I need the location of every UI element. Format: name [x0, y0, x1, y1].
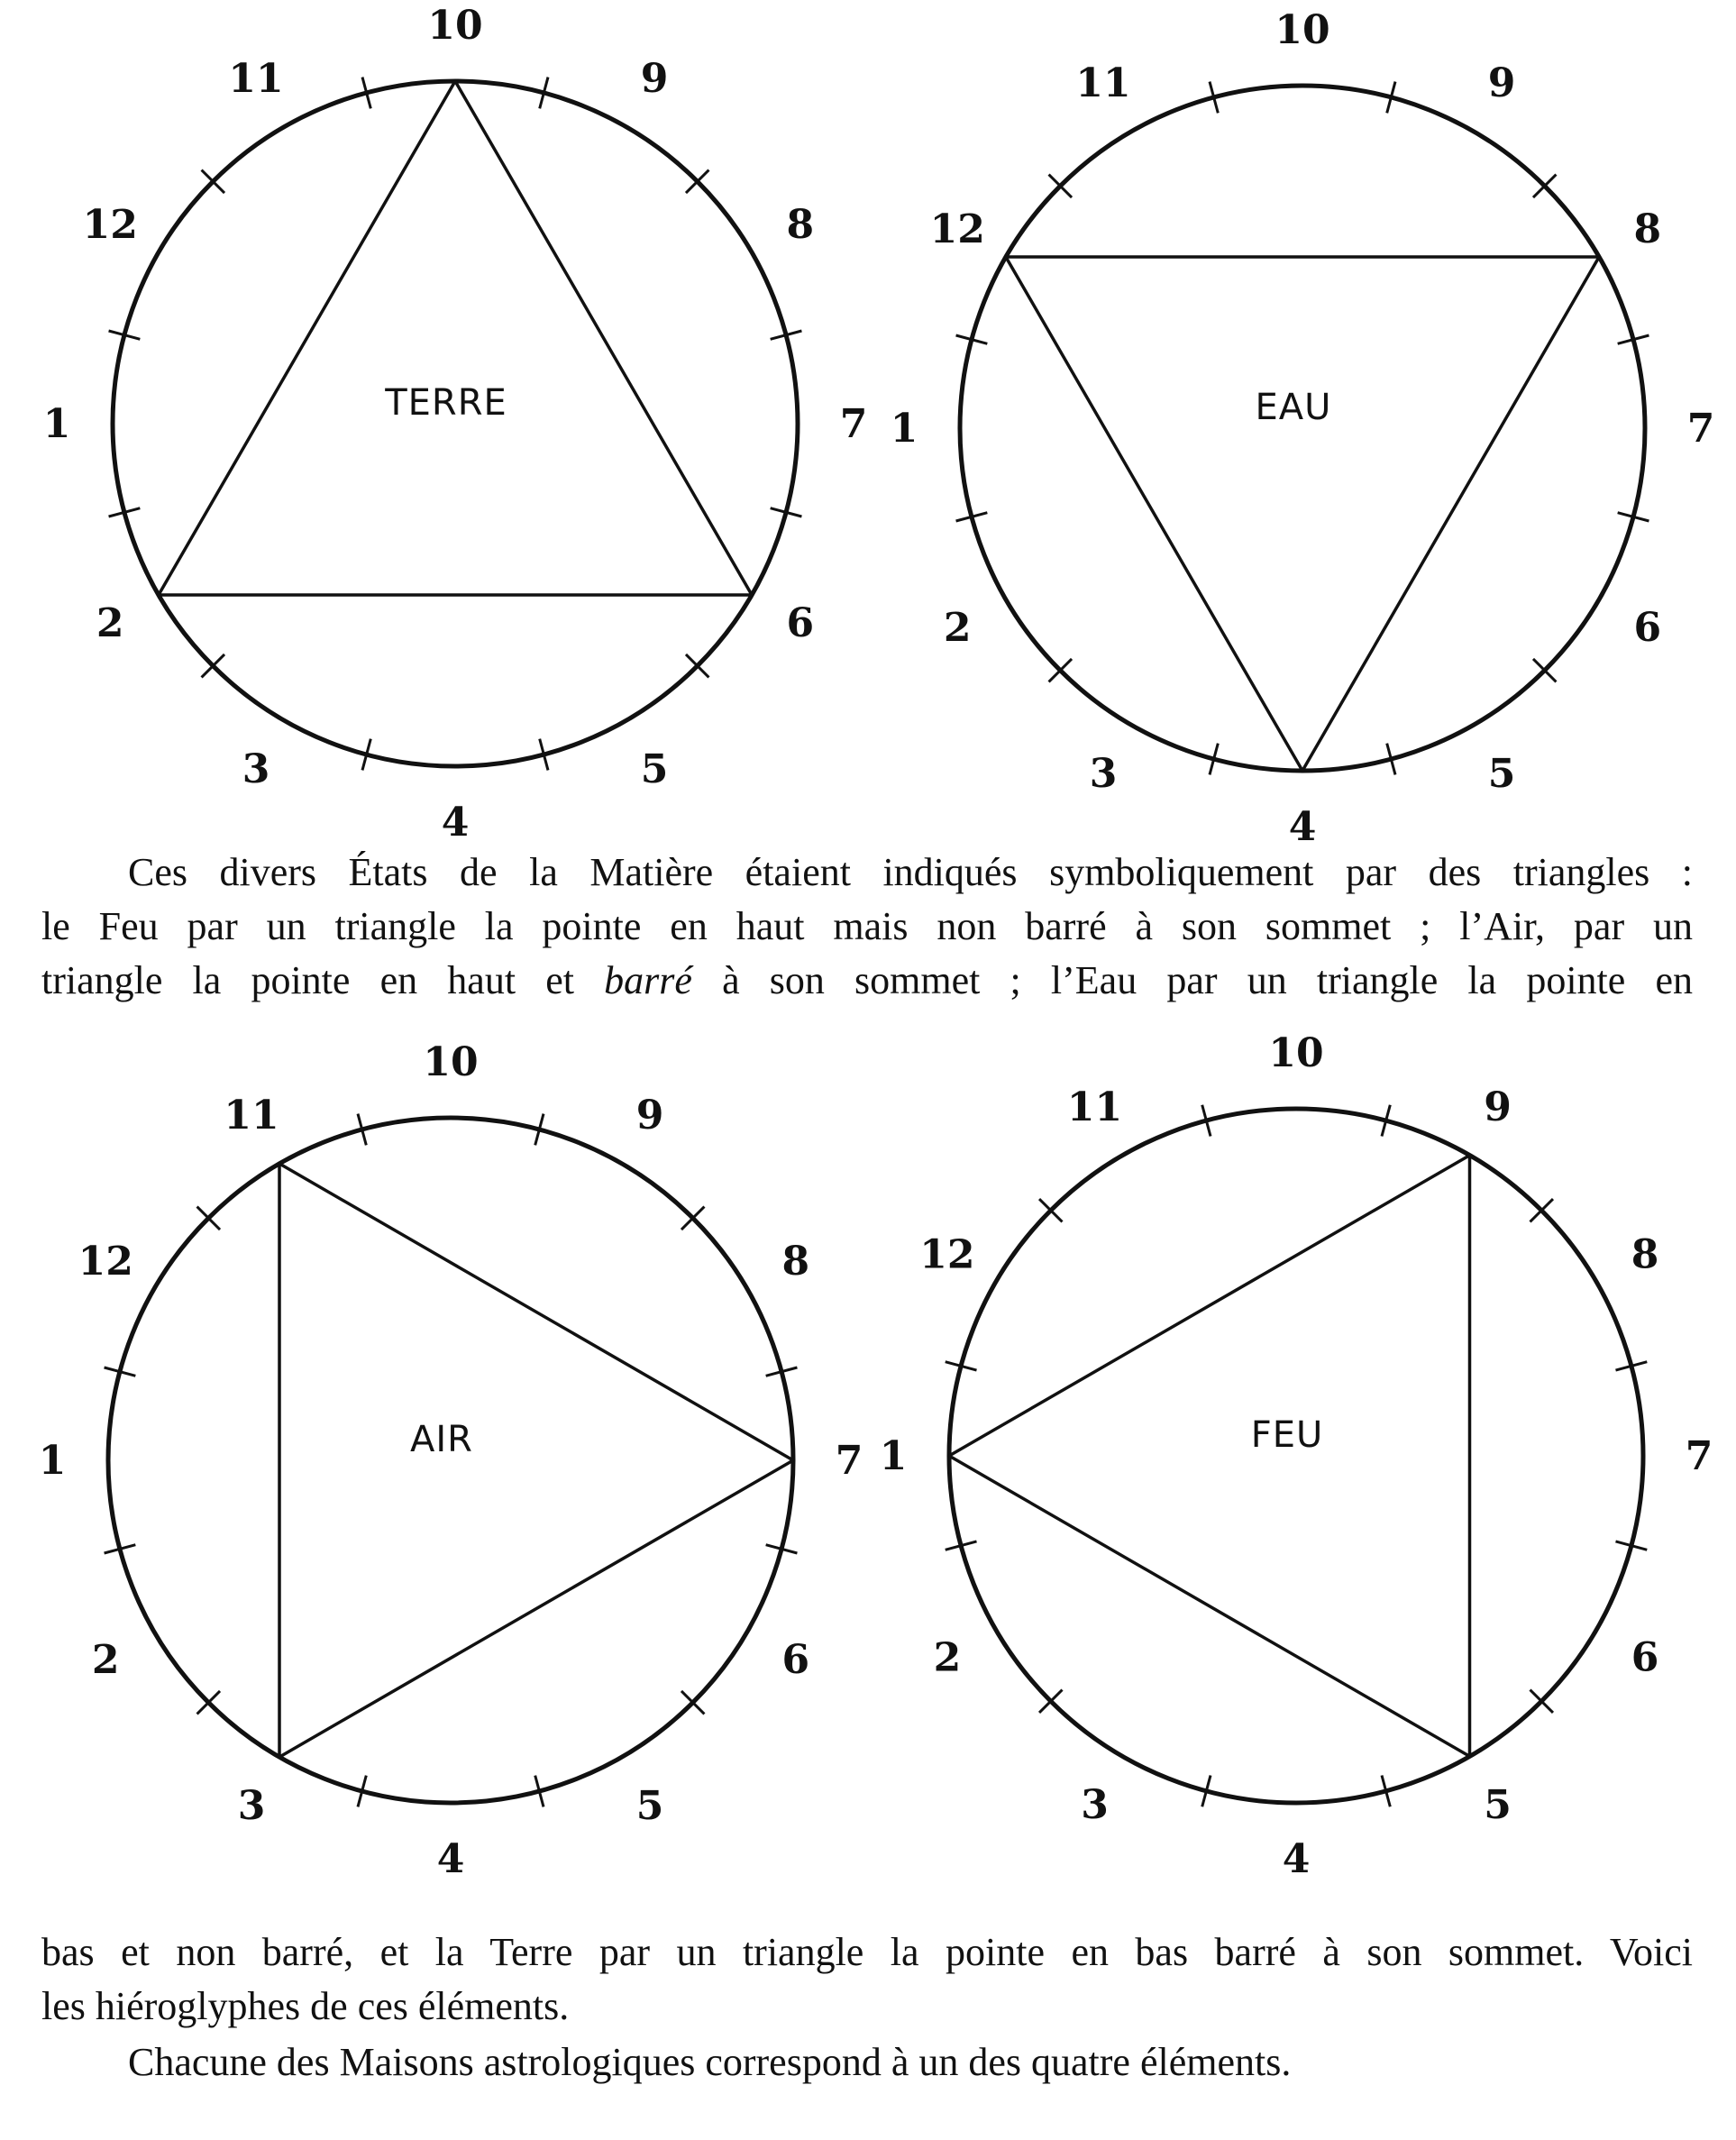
- house-number-1: 1: [42, 401, 71, 447]
- house-number-10: 10: [427, 3, 483, 49]
- diagram-row-top: [0, 0, 1736, 850]
- paragraph-states: [41, 846, 1693, 1008]
- house-number-7: 7: [839, 401, 868, 447]
- paragraph-states-line-2: le Feu par un triangle la pointe en haut mais non barré à son sommet ; l’Air, par un: [41, 904, 1693, 948]
- house-number-4: 4: [441, 800, 470, 846]
- house-number-11: 11: [1066, 1084, 1123, 1130]
- house-number-3: 3: [237, 1782, 266, 1829]
- line-3-end: à son sommet ; l’Eau par un triangle la pointe en: [691, 958, 1693, 1002]
- house-number-3: 3: [1081, 1782, 1109, 1829]
- element-label-air: AIR: [410, 1419, 473, 1460]
- element-label-eau: EAU: [1255, 387, 1332, 428]
- house-number-3: 3: [1089, 750, 1118, 797]
- diagram-air: [39, 1039, 863, 1882]
- element-label-feu: FEU: [1250, 1414, 1324, 1456]
- house-number-11: 11: [228, 56, 284, 103]
- house-number-2: 2: [943, 605, 972, 651]
- element-triangle: [159, 81, 752, 595]
- paragraph-continued-line-2: les hiéroglyphes de ces éléments.: [41, 1984, 570, 2028]
- element-triangle: [949, 1156, 1470, 1757]
- diagram-eau: [891, 7, 1715, 850]
- diagram-feu: [880, 1030, 1713, 1882]
- house-number-10: 10: [1275, 7, 1330, 53]
- house-number-1: 1: [879, 1433, 908, 1479]
- house-number-10: 10: [423, 1039, 479, 1085]
- emphasis-barre: barré: [604, 958, 692, 1002]
- house-number-2: 2: [96, 600, 124, 646]
- house-number-8: 8: [786, 202, 815, 248]
- house-number-5: 5: [635, 1782, 664, 1829]
- house-number-1: 1: [38, 1438, 67, 1484]
- house-number-6: 6: [1633, 605, 1662, 651]
- element-triangle: [279, 1164, 793, 1757]
- house-number-6: 6: [786, 600, 815, 646]
- house-number-4: 4: [1288, 804, 1317, 850]
- house-number-2: 2: [91, 1637, 120, 1683]
- diagram-row-bottom: [0, 1030, 1736, 1882]
- house-number-7: 7: [1686, 406, 1715, 452]
- house-number-11: 11: [1075, 60, 1131, 107]
- house-number-10: 10: [1268, 1030, 1324, 1076]
- house-number-12: 12: [929, 206, 985, 252]
- paragraph-continued-line-1: bas et non barré, et la Terre par un triangle la pointe en bas barré à son sommet. Voici: [41, 1930, 1693, 1974]
- house-number-9: 9: [635, 1093, 664, 1139]
- house-number-1: 1: [890, 406, 918, 452]
- house-number-5: 5: [1487, 750, 1516, 797]
- house-number-9: 9: [1484, 1084, 1512, 1130]
- house-number-5: 5: [640, 745, 669, 792]
- house-number-9: 9: [1487, 60, 1516, 107]
- house-number-5: 5: [1484, 1782, 1512, 1829]
- paragraph-houses-line-1: Chacune des Maisons astrologiques correspond à un des quatre éléments.: [128, 2040, 1292, 2084]
- house-number-8: 8: [1633, 206, 1662, 252]
- paragraph-states-line-1: Ces divers États de la Matière étaient indiqués symboliquement par des triangles :: [128, 850, 1693, 894]
- house-number-4: 4: [436, 1836, 465, 1882]
- house-number-2: 2: [933, 1634, 962, 1681]
- house-number-7: 7: [1685, 1433, 1713, 1479]
- paragraph-states-line-3: [41, 954, 1693, 1008]
- house-number-11: 11: [224, 1093, 279, 1139]
- house-number-12: 12: [919, 1231, 975, 1278]
- house-number-6: 6: [1631, 1634, 1659, 1681]
- line-3-start: triangle la pointe en haut et: [41, 958, 605, 1002]
- house-number-8: 8: [1631, 1231, 1659, 1278]
- diagram-terre: [43, 3, 868, 846]
- house-number-3: 3: [242, 745, 270, 792]
- house-number-9: 9: [640, 56, 669, 103]
- house-number-12: 12: [82, 202, 138, 248]
- house-number-8: 8: [781, 1239, 810, 1285]
- paragraph-houses: [128, 2035, 1696, 2090]
- house-number-7: 7: [835, 1438, 863, 1484]
- house-number-4: 4: [1282, 1836, 1311, 1882]
- element-label-terre: TERRE: [385, 382, 507, 424]
- element-triangle: [1006, 257, 1599, 771]
- paragraph-states-continued: [41, 1925, 1693, 2034]
- house-number-6: 6: [781, 1637, 810, 1683]
- house-number-12: 12: [78, 1239, 133, 1285]
